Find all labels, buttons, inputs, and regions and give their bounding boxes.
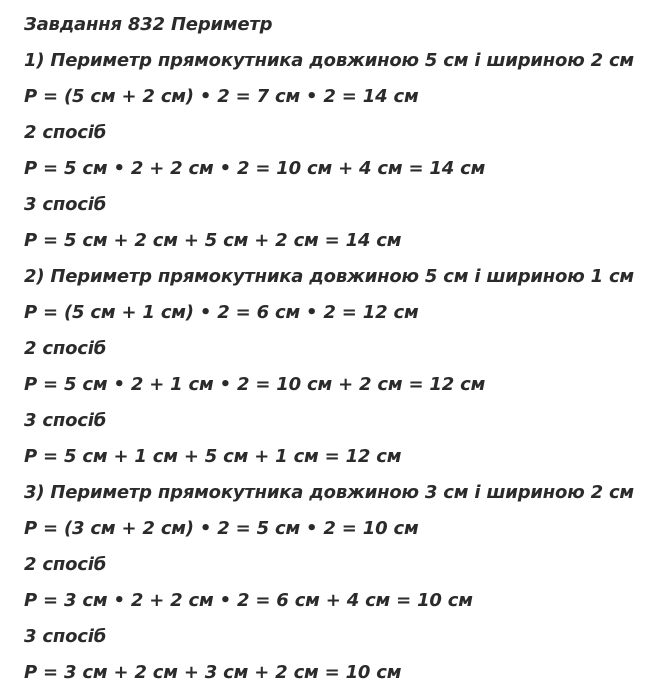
- task-1: [24, 46, 634, 262]
- task-2-way-2: P = 5 см • 2 + 1 см • 2 = 10 см + 2 см = 12 см: [24, 374, 486, 395]
- task-3-way-1: P = (3 см + 2 см) • 2 = 5 см • 2 = 10 см: [24, 518, 419, 539]
- task-2-heading: 2) Периметр прямокутника довжиною 5 см і шириною 1 см: [24, 266, 634, 287]
- task-3-way-2: P = 3 см • 2 + 2 см • 2 = 6 см + 4 см = 10 см: [24, 590, 473, 611]
- task-2: [24, 262, 634, 478]
- task-2-way-1: P = (5 см + 1 см) • 2 = 6 см • 2 = 12 см: [24, 302, 419, 323]
- task-1-way-1: P = (5 см + 2 см) • 2 = 7 см • 2 = 14 см: [24, 86, 419, 107]
- task-3-way-3-label: 3 спосіб: [24, 626, 107, 647]
- task-3-way-3: P = 3 см + 2 см + 3 см + 2 см = 10 см: [24, 662, 402, 683]
- task-1-way-3: P = 5 см + 2 см + 5 см + 2 см = 14 см: [24, 230, 402, 251]
- task-2-way-3: P = 5 см + 1 см + 5 см + 1 см = 12 см: [24, 446, 402, 467]
- task-3: [24, 478, 634, 694]
- task-1-way-2: P = 5 см • 2 + 2 см • 2 = 10 см + 4 см = 14 см: [24, 158, 486, 179]
- task-title: Завдання 832 Периметр: [24, 14, 273, 35]
- task-3-way-2-label: 2 спосіб: [24, 554, 107, 575]
- task-2-way-2-label: 2 спосіб: [24, 338, 107, 359]
- task-3-heading: 3) Периметр прямокутника довжиною 3 см і шириною 2 см: [24, 482, 634, 503]
- task-1-way-2-label: 2 спосіб: [24, 122, 107, 143]
- task-1-way-3-label: 3 спосіб: [24, 194, 107, 215]
- task-2-way-3-label: 3 спосіб: [24, 410, 107, 431]
- task-1-heading: 1) Периметр прямокутника довжиною 5 см і шириною 2 см: [24, 50, 634, 71]
- worksheet-page: [24, 10, 634, 694]
